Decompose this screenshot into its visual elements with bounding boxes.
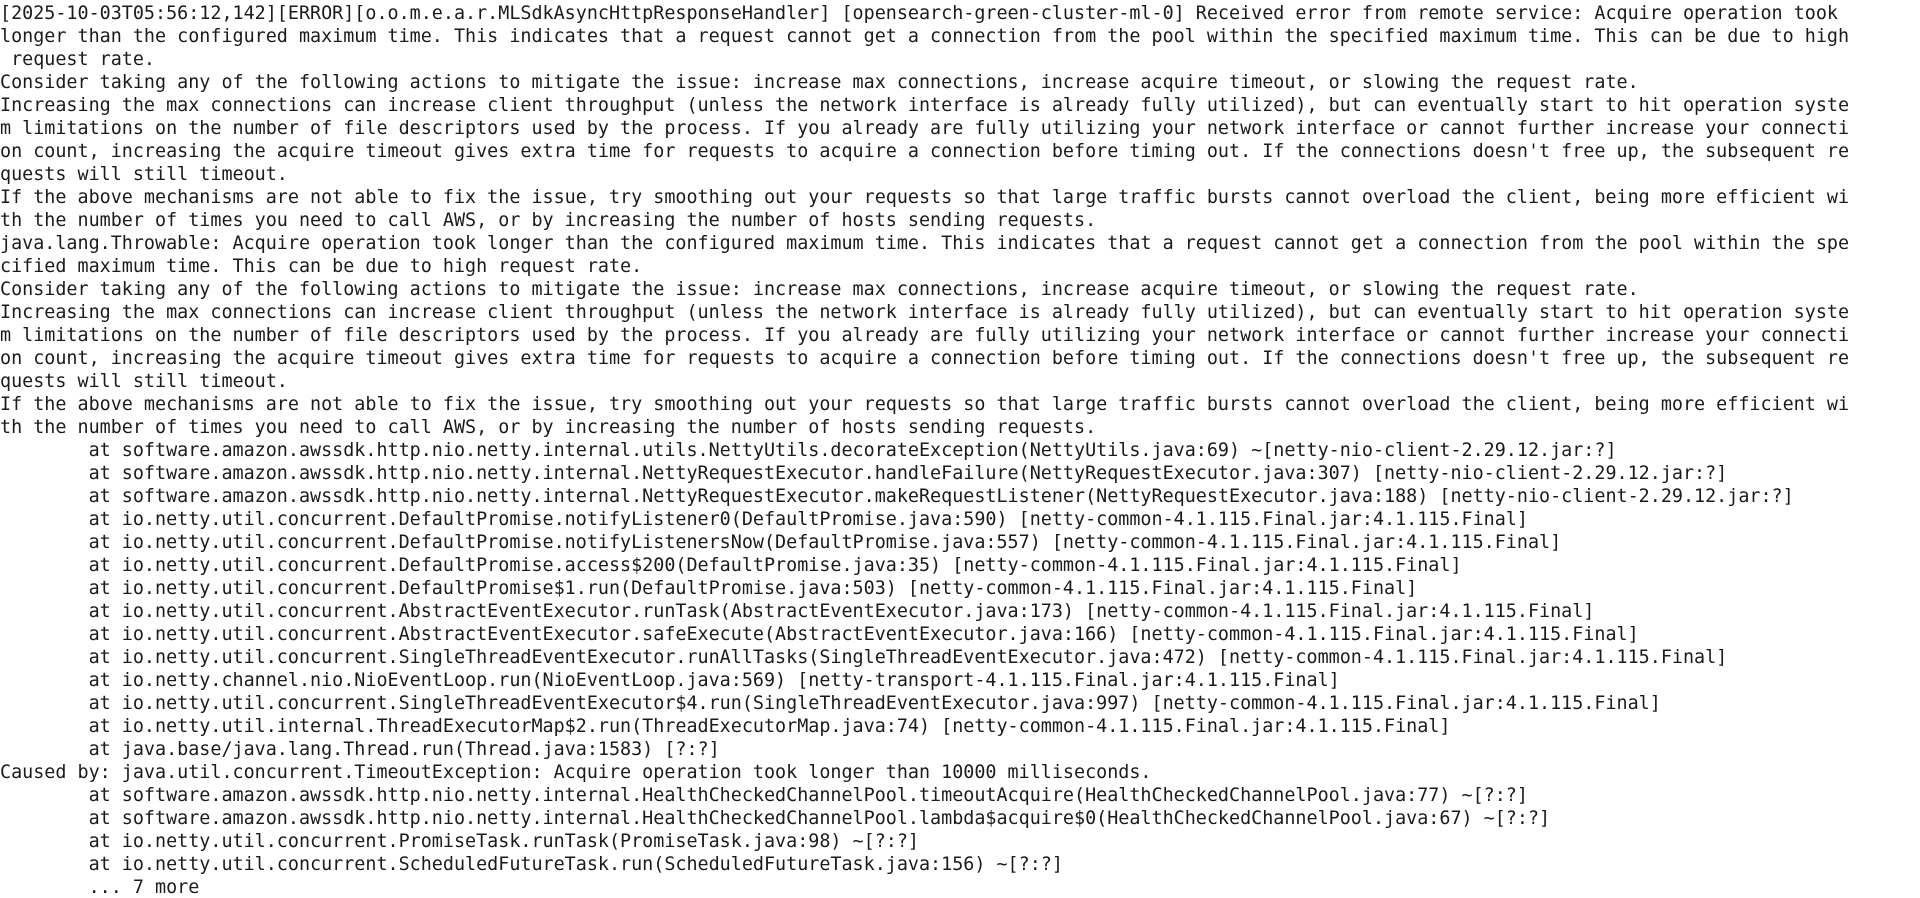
stack-frame-line: at io.netty.util.concurrent.SingleThreadEventExecutor$4.run(SingleThreadEventExecutor.java:997) [netty-common-4.1.115.Final.jar:4.1.115.Final] xyxy=(0,693,1661,714)
stack-frame-line: at io.netty.util.internal.ThreadExecutorMap$2.run(ThreadExecutorMap.java:74) [netty-common-4.1.115.Final.jar:4.1.115.Final] xyxy=(0,716,1451,737)
stack-frame-line: at io.netty.util.concurrent.DefaultPromise$1.run(DefaultPromise.java:503) [netty-common-4.1.115.Final.jar:4.1.115.Final] xyxy=(0,578,1418,599)
log-line: java.lang.Throwable: Acquire operation took longer than the configured maximum time. This indicates that a request cannot get a connection from the pool within the spe xyxy=(0,233,1850,254)
more-frames-line: ... 7 more xyxy=(0,877,200,898)
stack-frame-line: at io.netty.util.concurrent.SingleThreadEventExecutor.runAllTasks(SingleThreadEventExecutor.java:472) [netty-common-4.1.115.Final.jar:4.1.115.Final] xyxy=(0,647,1728,668)
stack-frame-line: at io.netty.util.concurrent.AbstractEventExecutor.runTask(AbstractEventExecutor.java:173) [netty-common-4.1.115.Final.jar:4.1.115.Final] xyxy=(0,601,1595,622)
log-line: [2025-10-03T05:56:12,142][ERROR][o.o.m.e.a.r.MLSdkAsyncHttpResponseHandler] [opensearch-green-cluster-ml-0] Received error from remote service: Acquire operation took xyxy=(0,3,1838,24)
stack-frame-line: at software.amazon.awssdk.http.nio.netty.internal.HealthCheckedChannelPool.timeoutAcquire(HealthCheckedChannelPool.java:77) ~[?:?] xyxy=(0,785,1528,806)
log-line: Increasing the max connections can increase client throughput (unless the network interface is already fully utilized), but can eventually start to hit operation syste xyxy=(0,302,1850,323)
caused-by-line: Caused by: java.util.concurrent.TimeoutException: Acquire operation took longer than 10000 milliseconds. xyxy=(0,762,1152,783)
stack-frame-line: at io.netty.util.concurrent.ScheduledFutureTask.run(ScheduledFutureTask.java:156) ~[?:?] xyxy=(0,854,1063,875)
stack-frame-line: at software.amazon.awssdk.http.nio.netty.internal.utils.NettyUtils.decorateException(NettyUtils.java:69) ~[netty-nio-client-2.29.12.jar:?] xyxy=(0,440,1617,461)
log-line: quests will still timeout. xyxy=(0,371,288,392)
log-line: Consider taking any of the following actions to mitigate the issue: increase max connections, increase acquire timeout, or slowing the request rate. xyxy=(0,279,1639,300)
stack-frame-line: at io.netty.util.concurrent.PromiseTask.runTask(PromiseTask.java:98) ~[?:?] xyxy=(0,831,919,852)
log-line: on count, increasing the acquire timeout gives extra time for requests to acquire a connection before timing out. If the connections doesn't free up, the subsequent re xyxy=(0,141,1850,162)
stack-frame-line: at software.amazon.awssdk.http.nio.netty.internal.NettyRequestExecutor.makeRequestListener(NettyRequestExecutor.java:188) [netty-nio-client-2.29.12.jar:?] xyxy=(0,486,1794,507)
log-line: request rate. xyxy=(0,49,156,70)
log-line: th the number of times you need to call AWS, or by increasing the number of hosts sending requests. xyxy=(0,210,1097,231)
log-line: Increasing the max connections can increase client throughput (unless the network interface is already fully utilized), but can eventually start to hit operation syste xyxy=(0,95,1850,116)
log-line: on count, increasing the acquire timeout gives extra time for requests to acquire a connection before timing out. If the connections doesn't free up, the subsequent re xyxy=(0,348,1850,369)
stack-frame-line: at java.base/java.lang.Thread.run(Thread.java:1583) [?:?] xyxy=(0,739,720,760)
log-line: If the above mechanisms are not able to fix the issue, try smoothing out your requests so that large traffic bursts cannot overload the client, being more efficient wi xyxy=(0,187,1850,208)
log-line: th the number of times you need to call AWS, or by increasing the number of hosts sending requests. xyxy=(0,417,1097,438)
log-line: quests will still timeout. xyxy=(0,164,288,185)
log-line: m limitations on the number of file descriptors used by the process. If you already are fully utilizing your network interface or cannot further increase your connecti xyxy=(0,325,1850,346)
stack-frame-line: at io.netty.util.concurrent.DefaultPromise.notifyListenersNow(DefaultPromise.java:557) [netty-common-4.1.115.Final.jar:4.1.115.Final] xyxy=(0,532,1562,553)
log-line: longer than the configured maximum time. This indicates that a request cannot get a connection from the pool within the specified maximum time. This can be due to high xyxy=(0,26,1850,47)
stack-frame-line: at software.amazon.awssdk.http.nio.netty.internal.HealthCheckedChannelPool.lambda$acquire$0(HealthCheckedChannelPool.java:67) ~[?:?] xyxy=(0,808,1551,829)
log-line: If the above mechanisms are not able to fix the issue, try smoothing out your requests so that large traffic bursts cannot overload the client, being more efficient wi xyxy=(0,394,1850,415)
log-line: cified maximum time. This can be due to high request rate. xyxy=(0,256,643,277)
stack-frame-line: at io.netty.channel.nio.NioEventLoop.run(NioEventLoop.java:569) [netty-transport-4.1.115.Final.jar:4.1.115.Final] xyxy=(0,670,1340,691)
stack-frame-line: at io.netty.util.concurrent.DefaultPromise.notifyListener0(DefaultPromise.java:590) [netty-common-4.1.115.Final.jar:4.1.115.Final] xyxy=(0,509,1528,530)
stack-frame-line: at io.netty.util.concurrent.DefaultPromise.access$200(DefaultPromise.java:35) [netty-common-4.1.115.Final.jar:4.1.115.Final] xyxy=(0,555,1462,576)
stack-frame-line: at io.netty.util.concurrent.AbstractEventExecutor.safeExecute(AbstractEventExecutor.java:166) [netty-common-4.1.115.Final.jar:4.1.115.Final] xyxy=(0,624,1639,645)
stack-frame-line: at software.amazon.awssdk.http.nio.netty.internal.NettyRequestExecutor.handleFailure(NettyRequestExecutor.java:307) [netty-nio-client-2.29.12.jar:?] xyxy=(0,463,1728,484)
log-line: m limitations on the number of file descriptors used by the process. If you already are fully utilizing your network interface or cannot further increase your connecti xyxy=(0,118,1850,139)
log-line: Consider taking any of the following actions to mitigate the issue: increase max connections, increase acquire timeout, or slowing the request rate. xyxy=(0,72,1639,93)
